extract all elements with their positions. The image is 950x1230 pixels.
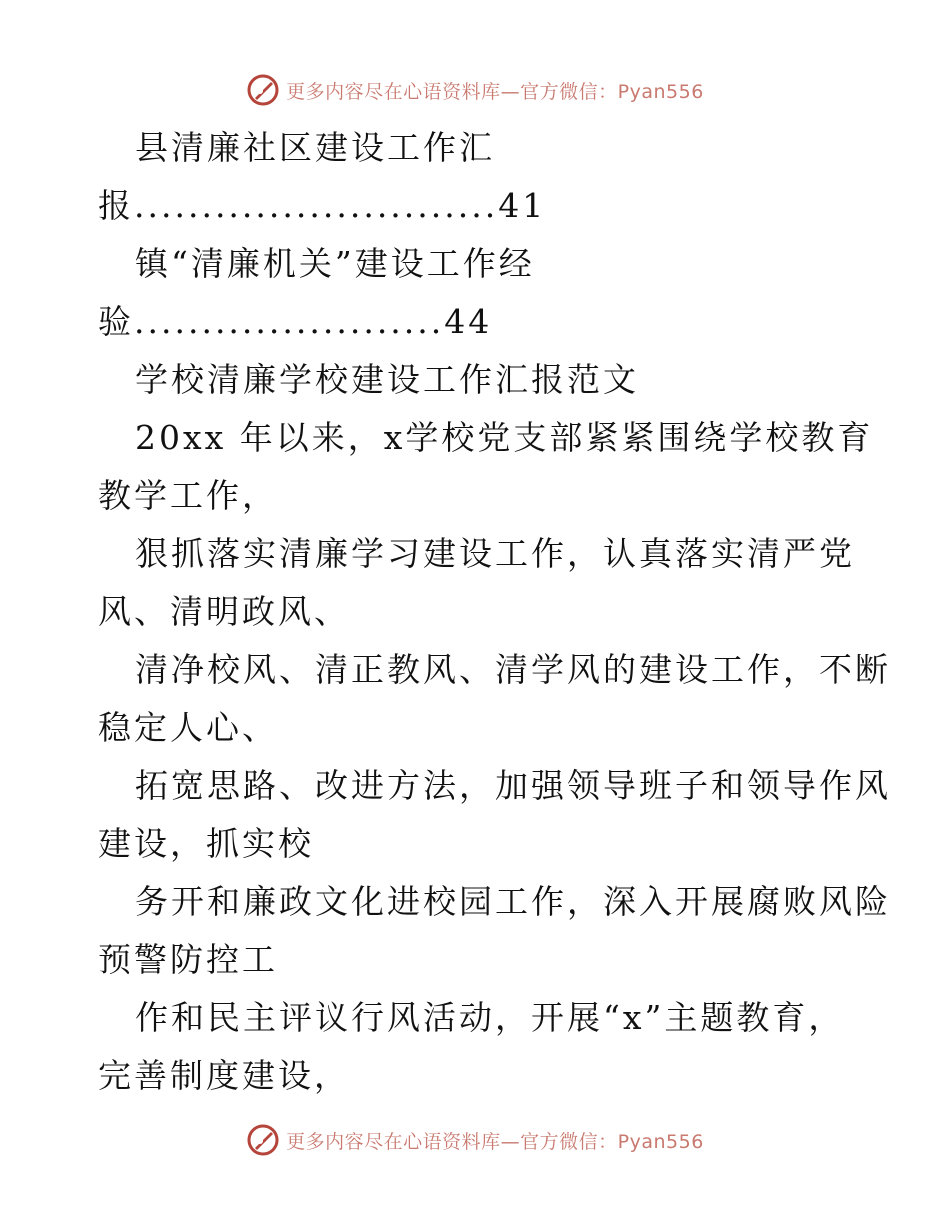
- toc-entry-1-page: 报...........................41: [98, 186, 547, 225]
- toc-entry-2-page: 验.......................44: [98, 302, 493, 341]
- toc-entry-2-title: 镇“清廉机关”建设工作经: [135, 244, 535, 283]
- document-title: 学校清廉学校建设工作汇报范文: [135, 360, 639, 399]
- paragraph-line: 清净校风、清正教风、清学风的建设工作，不断: [135, 650, 891, 689]
- paragraph-line: 风、清明政风、: [98, 592, 350, 631]
- footer-watermark: [0, 1120, 950, 1160]
- watermark-text: 更多内容尽在心语资料库—官方微信：Pyan556: [286, 80, 704, 103]
- watermark-text: 更多内容尽在心语资料库—官方微信：Pyan556: [286, 1130, 704, 1153]
- paragraph-line: 20xx 年以来，x学校党支部紧紧围绕学校教育: [135, 418, 874, 457]
- paragraph-line: 教学工作，: [98, 476, 278, 515]
- pen-seal-logo-icon: [246, 1123, 280, 1157]
- paragraph-line: 完善制度建设，: [98, 1056, 350, 1095]
- paragraph-line: 稳定人心、: [98, 708, 278, 747]
- toc-entry-1-title: 县清廉社区建设工作汇: [135, 128, 495, 167]
- paragraph-line: 务开和廉政文化进校园工作，深入开展腐败风险: [135, 882, 891, 921]
- footer-watermark-inner: [246, 1123, 704, 1157]
- paragraph-line: 狠抓落实清廉学习建设工作，认真落实清严党: [135, 534, 855, 573]
- paragraph-line: 作和民主评议行风活动，开展“x”主题教育，: [135, 998, 845, 1037]
- paragraph-line: 建设，抓实校: [98, 824, 314, 863]
- paragraph-line: 预警防控工: [98, 940, 278, 979]
- paragraph-line: 拓宽思路、改进方法，加强领导班子和领导作风: [135, 766, 891, 805]
